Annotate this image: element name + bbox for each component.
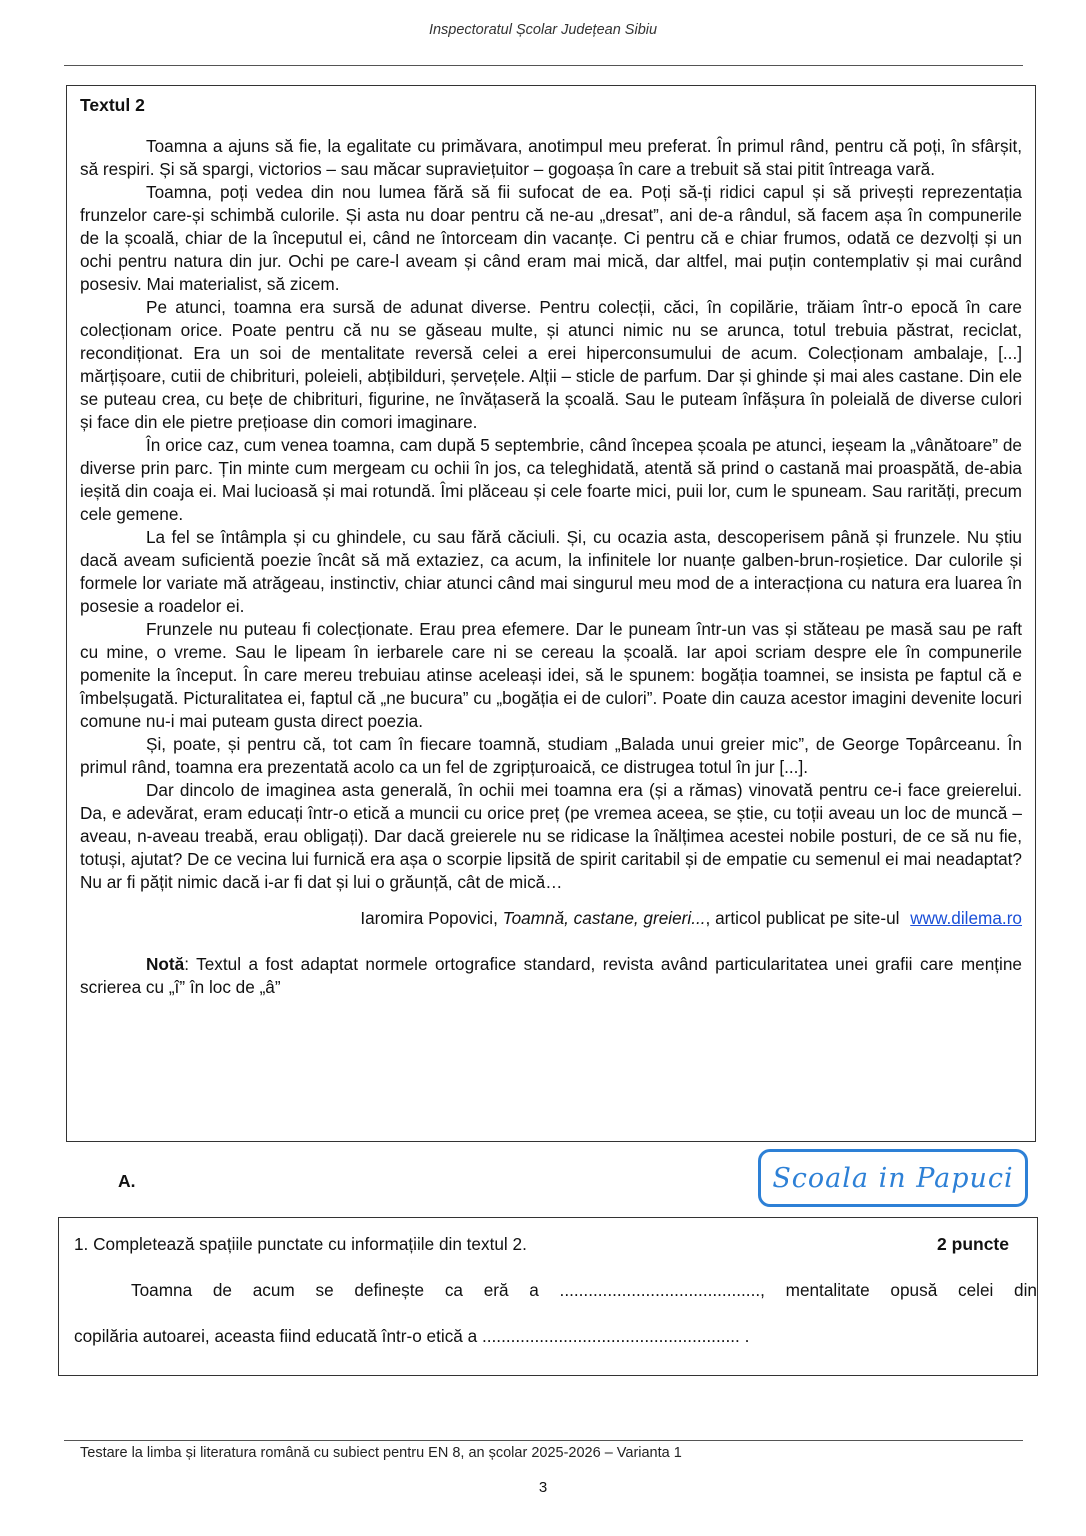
task-fill-line-2: copilăria autoarei, aceasta fiind educată într-o etică a ...................................................... .: [74, 1326, 750, 1346]
paragraph: Dar dincolo de imaginea asta generală, în ochii mei toamna era (și a rămas) vinovată pentru ce-i face greierelui. Da, e adevărat, eram educați într-o etică a muncii cu orice preț (pe vremea aceea, se știe, cu toții aveau un loc de muncă – aveau, n-aveau treabă, erau obligați). Dar dacă greierele nu se ridicase la înălțimea acestei nobile posturi, de ce să nu fie, totuși, ajutat? De ce vecina lui furnică era așa o scorpie lipsită de spirit caritabil și de empatie cu semenul ei mai neadaptat? Nu ar fi pățit nimic dacă i-ar fi dat și lui o grăunță, cât de mică…: [80, 780, 1022, 892]
page-header: Inspectoratul Școlar Județean Sibiu: [428, 22, 658, 38]
text-box: [66, 85, 1036, 1142]
paragraph: Pe atunci, toamna era sursă de adunat diverse. Pentru colecții, căci, în copilărie, trăiam într-o epocă în care colecționam orice. Poate pentru că nu se găseau multe, și atunci nimic nu se arunca, totul trebuia păstrat, reciclat, recondiționat. Era un soi de mentalitate reversă celei a erei hiperconsumului de acum. Colecționam ambalaje, [...] mărțișoare, cutii de chibrituri, poleieli, abțibilduri, șervețele. Alții – sticle de parfum. Dar și ghinde și mai ales castane. Din ele se puteau crea, cu bețe de chibrituri, figurine, ne învățaseră la școală. Sau le puteam înfășura în poleială de diverse culori și face din ele pietre prețioase din comori imaginare.: [80, 297, 1022, 432]
note: [80, 953, 1022, 999]
paragraph: La fel se întâmpla și cu ghindele, cu sau fără căciuli. Și, cu ocazia asta, descoperisem până și frunzele. Nu știu dacă aveam suficientă poezie încât să mă extaziez, ca acum, la infinitele lor nuanțe galben-brun-roșietice. Dar culorile și formele lor variate mă atrăgeau, instinctiv, chiar atunci când mai singurul meu mod de a interacționa cu natura era luarea în posesie a roadelor ei.: [80, 527, 1022, 616]
source-link[interactable]: www.dilema.ro: [910, 908, 1022, 928]
source-work-title: Toamnă, castane, greieri...: [502, 908, 706, 928]
paragraph: În orice caz, cum venea toamna, cam după 5 septembrie, când începea școala pe atunci, ieșeam la „vânătoare” de diverse prin parc. Țin minte cum mergeam cu ochii în jos, ca teleghidată, atentă să prind o castană mai proaspătă, de-abia ieșită din coaja ei. Mai lucioasă și mai rotundă. Îmi plăceau și cele foarte mici, puii lor, cum le spuneam. Sau rarități, precum cele gemene.: [80, 435, 1022, 524]
logo: [758, 1149, 1028, 1207]
header-divider: [64, 65, 1023, 66]
note-text: : Textul a fost adaptat normele ortografice standard, revista având particularitatea unei grafii care menține scrierea cu „î” în loc de „â”: [80, 954, 1022, 997]
paragraph: Și, poate, și pentru că, tot cam în fiecare toamnă, studiam „Balada unui greier mic”, de George Topârceanu. În primul rând, toamna era prezentată acolo ca un fel de zgripțuroaică, ce distrugea totul în jur [...].: [80, 734, 1022, 777]
section-label: A.: [118, 1171, 136, 1191]
page-number: 3: [538, 1479, 548, 1496]
source-author: Iaromira Popovici,: [360, 908, 498, 928]
footer-divider: [64, 1440, 1023, 1441]
task-question: 1. Completează spațiile punctate cu informațiile din textul 2.: [74, 1234, 527, 1254]
task-box: [58, 1217, 1038, 1376]
page-footer: Testare la limba și literatura română cu subiect pentru EN 8, an școlar 2025-2026 – Varianta 1: [80, 1445, 682, 1461]
note-label: Notă: [146, 954, 185, 974]
task-fill-line-1: Toamna de acum se definește ca eră a .........................................., mentalitate opusă celei din: [131, 1280, 1037, 1300]
logo-text: Scoala in Papuci: [772, 1162, 1014, 1194]
paragraph: Toamna a ajuns să fie, la egalitate cu primăvara, anotimpul meu preferat. În primul rând, pentru că poți, în sfârșit, să respiri. Și să spargi, victorios – sau măcar supraviețuitor – gogoașa în care a trebuit să stai pitit întreaga vară.: [80, 136, 1022, 179]
paragraph: Toamna, poți vedea din nou lumea fără să fii sufocat de ea. Poți să-ți ridici capul și să privești reprezentația frunzelor care-și schimbă culorile. Și asta nu doar pentru că ne-au „dresat”, ani de-a rândul, să facem așa în compunerile de la școală, chiar de la începutul ei, când ne întorceam din vacanțe. Ci pentru că e chiar frumos, odată ce dezvolți și un ochi pentru natura din jur. Ochi pe care-l aveam și când eram mai mică, dar altfel, mai puțin contemplativ și mai curând posesiv. Mai materialist, să zicem.: [80, 182, 1022, 294]
source-rest: , articol publicat pe site-ul: [705, 908, 900, 928]
task-points: 2 puncte: [937, 1234, 1009, 1254]
paragraph: Frunzele nu puteau fi colecționate. Erau prea efemere. Dar le puneam într-un vas și stăteau pe masă sau pe raft cu mine, o vreme. Sau le lipeam în ierbarele care ni se cereau la școală. Iar apoi scriam despre ele în compunerile pomenite la început. În care mereu trebuiau atinse aceleași idei, să le spunem: bogăția toamnei, se insista pe faptul că e îmbelșugată. Picturalitatea ei, faptul că „ne bucura” cu „bogăția ei de culori”. Poate din cauza acestor imagini devenite locuri comune nu-i mai puteam gusta direct poezia.: [80, 619, 1022, 731]
source-citation: [80, 907, 1022, 930]
text-title: Textul 2: [80, 95, 145, 115]
